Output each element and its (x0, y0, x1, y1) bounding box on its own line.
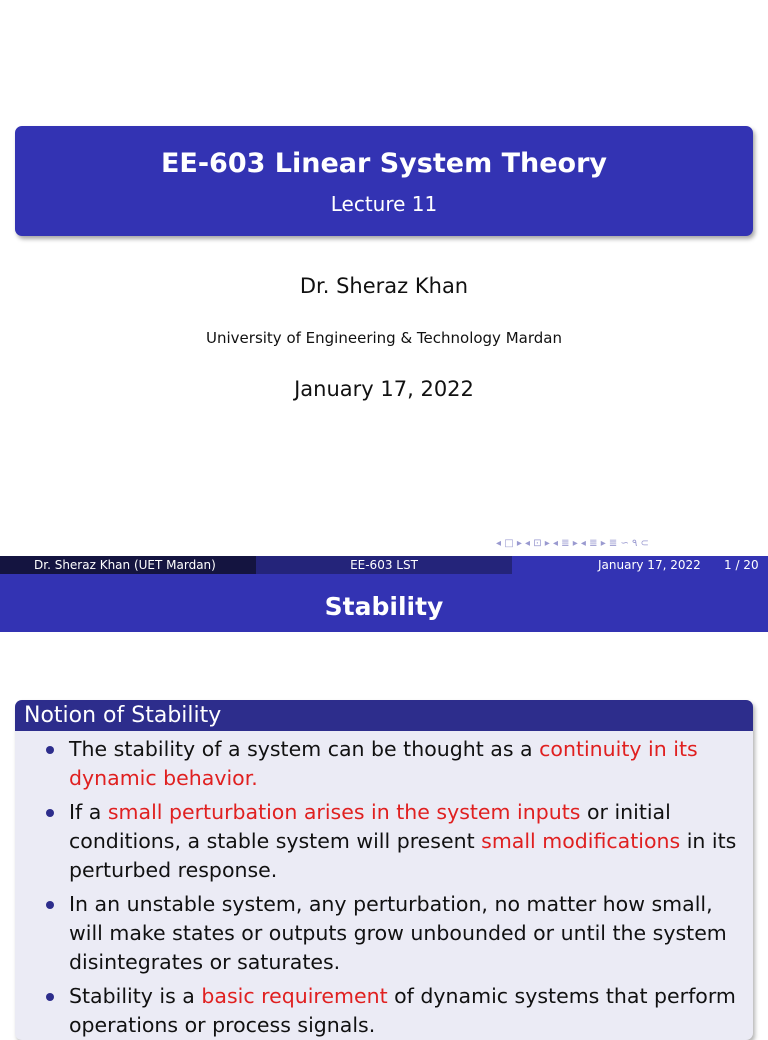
bullet-icon (46, 809, 54, 817)
item-text: in its perturbed response. (69, 829, 737, 882)
presentation-subtitle: Lecture 11 (330, 192, 438, 216)
presentation-date: January 17, 2022 (294, 377, 474, 401)
item-text: If a (69, 800, 108, 824)
item-highlight: basic requirement (201, 984, 388, 1008)
item-text: In an unstable system, any perturbation, no matter how small, will make states or outputs grow unbounded or until the system disintegrates or saturates. (69, 892, 727, 974)
frame-title: Stability (0, 574, 768, 632)
item-text: The stability of a system can be thought as a (69, 737, 540, 761)
footer-author: Dr. Sheraz Khan (UET Mardan) (34, 558, 216, 572)
bullet-icon (46, 901, 54, 909)
block-title: Notion of Stability (15, 700, 753, 731)
bullet-icon (46, 993, 54, 1001)
bullet-list (15, 735, 753, 1040)
list-item (15, 982, 753, 1040)
footer-date: January 17, 2022 (598, 558, 701, 572)
bullet-icon (46, 746, 54, 754)
item-text: of dynamic systems that perform operations or process signals. (69, 984, 736, 1037)
item-highlight: small perturbation arises in the system inputs (107, 800, 581, 824)
footer-date-section (512, 556, 768, 574)
item-text: or initial conditions, a stable system will present (69, 800, 671, 853)
list-item (15, 890, 753, 977)
beamer-navigation-icons[interactable]: ◂ □ ▸ ◂ ⊡ ▸ ◂ ≣ ▸ ◂ ≣ ▸ ≣ ∽ ۹ ⊂ (496, 538, 649, 549)
item-highlight: small modifications (481, 829, 681, 853)
footer-course: EE-603 LST (256, 556, 512, 574)
item-highlight: continuity in its dynamic behavior. (69, 737, 698, 790)
footer-author-section (0, 556, 256, 574)
slide-footer (0, 556, 768, 574)
notion-of-stability-block (15, 700, 753, 1040)
list-item (15, 798, 753, 885)
item-text: Stability is a (69, 984, 202, 1008)
institute-name: University of Engineering & Technology Mardan (206, 329, 562, 347)
presentation-title: EE-603 Linear System Theory (160, 148, 608, 179)
list-item (15, 735, 753, 793)
footer-page-number: 1 / 20 (724, 558, 759, 572)
author-name: Dr. Sheraz Khan (299, 274, 469, 298)
title-box (15, 126, 753, 236)
